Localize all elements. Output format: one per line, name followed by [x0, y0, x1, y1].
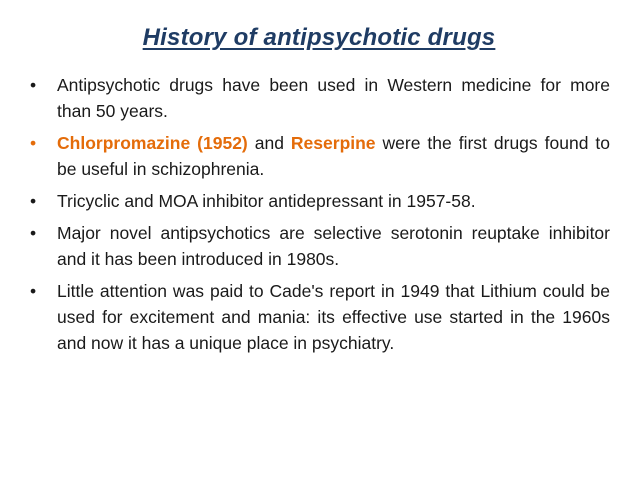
bullet-icon: •	[30, 191, 37, 211]
slide-title: History of antipsychotic drugs	[142, 24, 496, 51]
bullet-icon: •	[30, 223, 37, 243]
bullet-text: Major novel antipsychotics are selective serotonin reuptake inhibitor and it has been introduced in 1980s.	[57, 223, 610, 269]
bullet-icon: •	[30, 75, 37, 95]
bullet-item-2	[30, 130, 610, 182]
bullet-item-4	[30, 220, 610, 272]
bullet-text: were the first drugs found to be useful in schizophrenia.	[57, 133, 610, 179]
bullet-icon: •	[30, 133, 37, 153]
drug-name-reserpine: Reserpine	[290, 133, 376, 153]
bullet-icon: •	[30, 281, 37, 301]
bullet-text: Antipsychotic drugs have been used in Western medicine for more than 50 years.	[57, 75, 610, 121]
bullet-item-1	[30, 72, 610, 124]
bullet-item-5	[30, 278, 610, 356]
bullet-text: Little attention was paid to Cade's report in 1949 that Lithium could be used for excitement and mania: its effective use started in the 1960s and now it has a unique place in psychiatry.	[57, 281, 610, 353]
bullet-item-3	[30, 188, 610, 214]
bullet-text: Tricyclic and MOA inhibitor antidepressant in 1957-58.	[57, 191, 476, 211]
drug-name-chlorpromazine: Chlorpromazine (1952)	[57, 133, 248, 153]
bullet-text-connector: and	[247, 133, 291, 153]
bullet-list	[30, 72, 610, 362]
